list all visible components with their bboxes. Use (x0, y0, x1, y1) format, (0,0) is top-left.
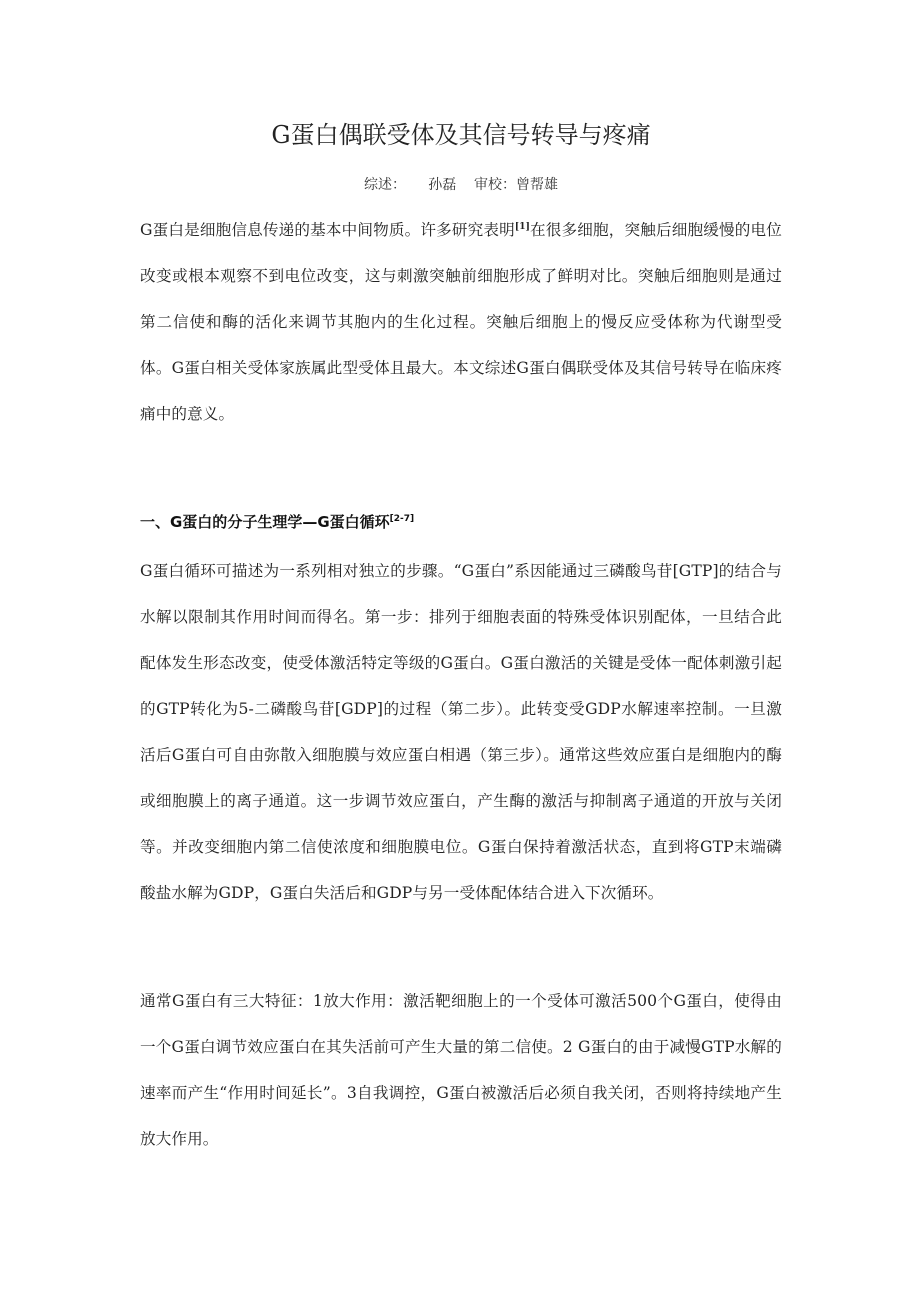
intro-paragraph (140, 207, 782, 437)
checker-name: 曾帮雄 (516, 177, 559, 193)
section-1-heading-text: 一、G蛋白的分子生理学—G蛋白循环 (140, 513, 390, 531)
section-1-paragraph-2: 通常G蛋白有三大特征：1放大作用：激活靶细胞上的一个受体可激活500个G蛋白，使得由一个G蛋白调节效应蛋白在其失活前可产生大量的第二信使。2 G蛋白的由于减慢GTP水解的速率而产生“作用时间延长”。3自我调控，G蛋白被激活后必须自我关闭，否则将持续地产生放大作用。 (140, 992, 782, 1148)
section-1-heading-reference: [2-7] (389, 514, 415, 524)
intro-text-before-ref: G蛋白是细胞信息传递的基本中间物质。许多研究表明 (140, 221, 515, 239)
intro-reference: [1] (514, 222, 530, 232)
author-name: 孙磊 (428, 177, 457, 193)
intro-text-after-ref: 在很多细胞，突触后细胞缓慢的电位改变或根本观察不到电位改变，这与刺激突触前细胞形成了鲜明对比。突触后细胞则是通过第二信使和酶的活化来调节其胞内的生化过程。突触后细胞上的慢反应受体称为代谢型受体。G蛋白相关受体家族属此型受体且最大。本文综述G蛋白偶联受体及其信号转导在临床疼痛中的意义。 (140, 221, 782, 423)
review-label: 综述： (363, 177, 406, 193)
check-label: 审校： (474, 177, 517, 193)
document-title: G蛋白偶联受体及其信号转导与疼痛 (271, 121, 651, 149)
byline (140, 173, 782, 197)
section-1-paragraph-1: G蛋白循环可描述为一系列相对独立的步骤。“G蛋白”系因能通过三磷酸鸟苷[GTP]的结合与水解以限制其作用时间而得名。第一步：排列于细胞表面的特殊受体识别配体，一旦结合此配体发生形态改变，使受体激活特定等级的G蛋白。G蛋白激活的关键是受体一配体刺激引起的GTP转化为5-二磷酸鸟苷[GDP]的过程（第二步）。此转变受GDP水解速率控制。一旦激活后G蛋白可自由弥散入细胞膜与效应蛋白相遇（第三步）。通常这些效应蛋白是细胞内的酶或细胞膜上的离子通道。这一步调节效应蛋白，产生酶的激活与抑制离子通道的开放与关闭等。并改变细胞内第二信使浓度和细胞膜电位。G蛋白保持着激活状态，直到将GTP末端磷酸盐水解为GDP，G蛋白失活后和GDP与另一受体配体结合进入下次循环。 (140, 562, 782, 902)
section-1-heading (140, 502, 414, 542)
